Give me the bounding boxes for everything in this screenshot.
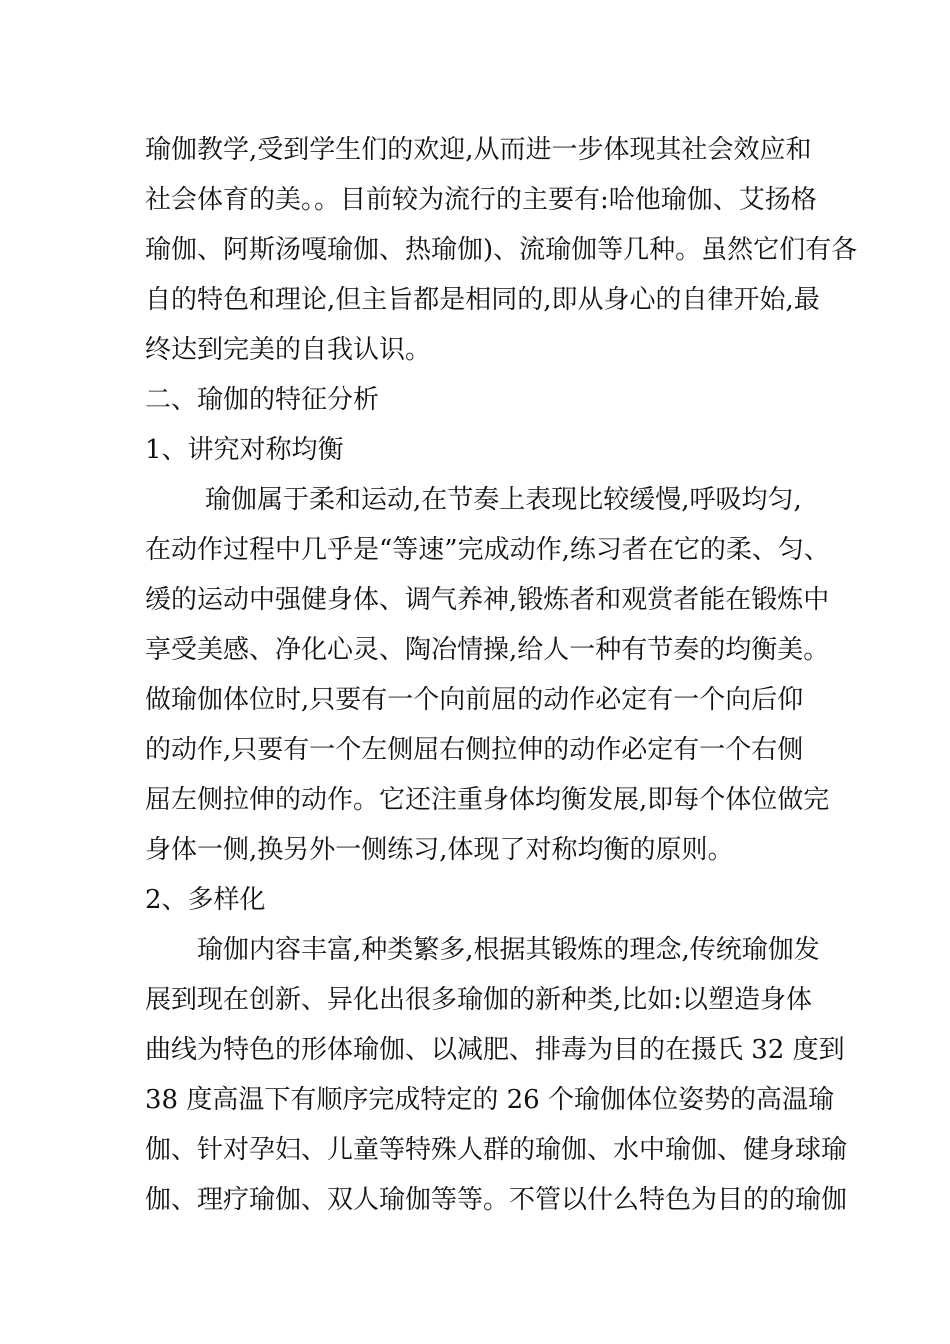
text-line: 曲线为特色的形体瑜伽、以减肥、排毒为目的在摄氏 32 度到 (145, 1035, 845, 1065)
subsection-heading: 2、多样化 (145, 885, 266, 915)
subsection-heading: 1、讲究对称均衡 (145, 435, 344, 465)
text-line: 享受美感、净化心灵、陶冶情操,给人一种有节奏的均衡美。 (145, 635, 830, 665)
text-line: 终达到完美的自我认识。 (145, 335, 432, 365)
text-line: 伽、针对孕妇、儿童等特殊人群的瑜伽、水中瑜伽、健身球瑜 (145, 1135, 848, 1165)
text-line: 瑜伽教学,受到学生们的欢迎,从而进一步体现其社会效应和 (145, 135, 812, 165)
text-line: 身体一侧,换另外一侧练习,体现了对称均衡的原则。 (145, 835, 734, 865)
paragraph-first-line: 瑜伽属于柔和运动,在节奏上表现比较缓慢,呼吸均匀, (205, 485, 802, 515)
text-line: 伽、理疗瑜伽、双人瑜伽等等。不管以什么特色为目的的瑜伽 (145, 1185, 848, 1215)
text-line: 的动作,只要有一个左侧屈右侧拉伸的动作必定有一个右侧 (145, 735, 804, 765)
text-line: 38 度高温下有顺序完成特定的 26 个瑜伽体位姿势的高温瑜 (145, 1085, 834, 1115)
text-line: 在动作过程中几乎是“等速”完成动作,练习者在它的柔、匀、 (145, 535, 830, 565)
text-line: 自的特色和理论,但主旨都是相同的,即从身心的自律开始,最 (145, 285, 820, 315)
text-line: 瑜伽、阿斯汤嘎瑜伽、热瑜伽)、流瑜伽等几种。虽然它们有各 (145, 235, 858, 265)
text-line: 做瑜伽体位时,只要有一个向前屈的动作必定有一个向后仰 (145, 685, 804, 715)
paragraph-first-line: 瑜伽内容丰富,种类繁多,根据其锻炼的理念,传统瑜伽发 (197, 935, 820, 965)
text-line: 屈左侧拉伸的动作。它还注重身体均衡发展,即每个体位做完 (145, 785, 830, 815)
section-heading: 二、瑜伽的特征分析 (145, 385, 380, 415)
text-line: 社会体育的美。。目前较为流行的主要有:哈他瑜伽、艾扬格 (145, 185, 817, 215)
text-line: 展到现在创新、异化出很多瑜伽的新种类,比如:以塑造身体 (145, 985, 813, 1015)
text-line: 缓的运动中强健身体、调气养神,锻炼者和观赏者能在锻炼中 (145, 585, 830, 615)
